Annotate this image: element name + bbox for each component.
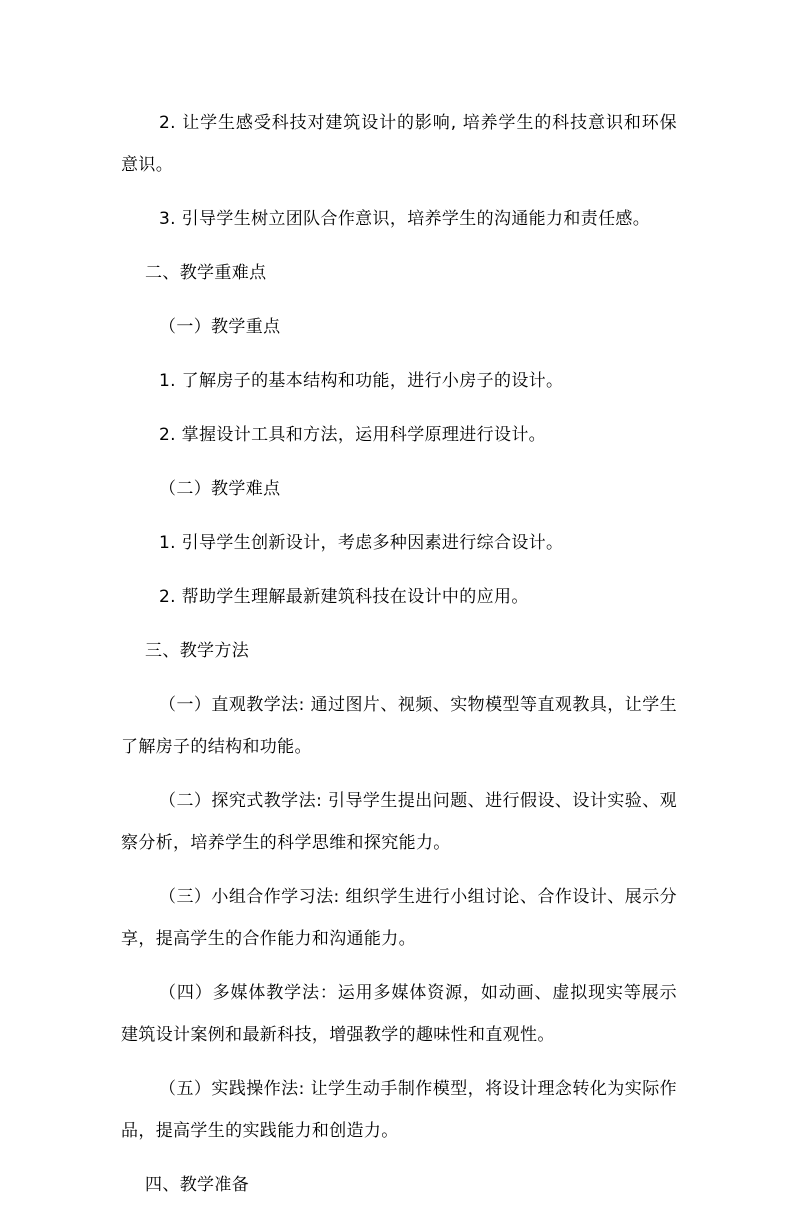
document-body [121,102,677,1218]
paragraph-focus-2: 2. 掌握设计工具和方法，运用科学原理进行设计。 [159,425,547,445]
subheading-teaching-focus: （一）教学重点 [159,317,281,337]
section-heading-teaching-methods: 三、教学方法 [145,641,250,661]
paragraph-goal-3: 3. 引导学生树立团队合作意识，培养学生的沟通能力和责任感。 [159,209,651,229]
paragraph-difficulty-1: 1. 引导学生创新设计，考虑多种因素进行综合设计。 [159,533,564,553]
paragraph-focus-1: 1. 了解房子的基本结构和功能，进行小房子的设计。 [159,371,564,391]
paragraph-difficulty-2: 2. 帮助学生理解最新建筑科技在设计中的应用。 [159,587,529,607]
paragraph-method-1: （一）直观教学法: 通过图片、视频、实物模型等直观教具，让学生了解房子的结构和功能。 [121,695,677,757]
section-heading-teaching-preparation: 四、教学准备 [145,1175,250,1195]
paragraph-method-3: （三）小组合作学习法: 组织学生进行小组讨论、合作设计、展示分享，提高学生的合作能力和沟通能力。 [121,887,677,949]
paragraph-method-5: （五）实践操作法: 让学生动手制作模型，将设计理念转化为实际作品，提高学生的实践能力和创造力。 [121,1079,677,1141]
section-heading-key-difficult-points: 二、教学重难点 [145,263,267,283]
paragraph-method-4: （四）多媒体教学法：运用多媒体资源，如动画、虚拟现实等展示建筑设计案例和最新科技，增强教学的趣味性和直观性。 [121,983,677,1045]
subheading-teaching-difficulty: （二）教学难点 [159,479,281,499]
paragraph-method-2: （二）探究式教学法: 引导学生提出问题、进行假设、设计实验、观察分析，培养学生的科学思维和探究能力。 [121,791,677,853]
paragraph-goal-2: 2. 让学生感受科技对建筑设计的影响, 培养学生的科技意识和环保意识。 [121,113,677,175]
